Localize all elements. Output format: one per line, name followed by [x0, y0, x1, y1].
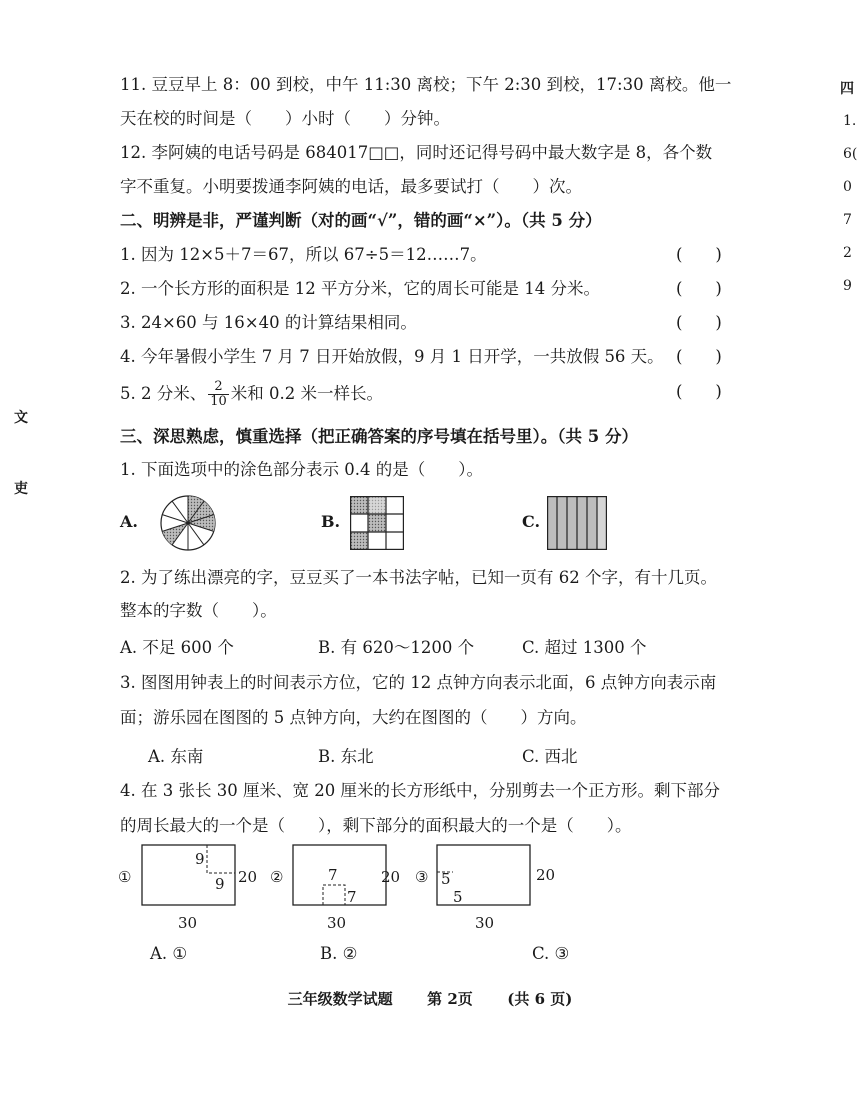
s3-q2-opt-a: A. 不足 600 个 — [120, 638, 234, 657]
s3-q1-opt-b-label: B. — [321, 512, 341, 531]
s3-q3-opt-b: B. 东北 — [318, 747, 374, 766]
s3-q3-line1: 3. 图图用钟表上的时间表示方位，它的 12 点钟方向表示北面，6 点钟方向表示南 — [120, 673, 717, 692]
fraction-denominator: 10 — [210, 394, 227, 409]
fig3-marker: ③ — [415, 868, 429, 886]
side-right-5: 7 — [843, 212, 852, 228]
q11-line1: 11. 豆豆早上 8：00 到校，中午 11:30 离校；下午 2:30 到校，17:30 离校。他一 — [120, 75, 732, 94]
fig3-rectangle — [437, 845, 530, 905]
footer-subject: 三年级数学试题 — [287, 990, 393, 1008]
s3-q1: 1. 下面选项中的涂色部分表示 0.4 的是（ ）。 — [120, 460, 483, 479]
side-right-3: 6( — [843, 146, 858, 162]
fig1-width: 20 — [238, 868, 258, 886]
side-right-1: 四 — [840, 81, 854, 97]
s3-q3-opt-a: A. 东南 — [148, 747, 204, 766]
strips-figure — [547, 496, 607, 550]
side-left-1: 文 — [14, 410, 28, 426]
page-footer — [0, 988, 860, 1009]
fig2-width: 20 — [381, 868, 401, 886]
side-left-2: 吏 — [14, 481, 28, 497]
fig2-marker: ② — [270, 868, 284, 886]
s3-q2-line2: 整本的字数（ ）。 — [120, 601, 277, 620]
fig1-length: 30 — [178, 914, 198, 932]
q12-line1: 12. 李阿姨的电话号码是 684017□□，同时还记得号码中最大数字是 8，各个数 — [120, 143, 713, 162]
footer-page: 第 2页 — [427, 990, 473, 1008]
side-right-6: 2 — [843, 245, 852, 261]
s2-item5-post: 米和 0.2 米一样长。 — [230, 384, 384, 403]
s3-q1-opt-a-label: A. — [120, 512, 138, 531]
s2-item4: 4. 今年暑假小学生 7 月 7 日开始放假，9 月 1 日开学，一共放假 56 天。 — [120, 347, 664, 366]
side-right-7: 9 — [843, 278, 852, 294]
footer-total: (共 6 页) — [507, 990, 573, 1008]
side-right-4: 0 — [843, 179, 852, 195]
s2-item4-answer: ( ) — [676, 347, 722, 366]
s2-item3: 3. 24×60 与 16×40 的计算结果相同。 — [120, 313, 417, 332]
fig3-b: 5 — [453, 888, 463, 906]
s2-item1-answer: ( ) — [676, 245, 722, 264]
s3-q4-opt-b: B. ② — [320, 944, 358, 963]
s2-item1: 1. 因为 12×5＋7＝67，所以 67÷5＝12……7。 — [120, 245, 487, 264]
grid-3x3-figure — [350, 496, 404, 550]
s2-item3-answer: ( ) — [676, 313, 722, 332]
s2-item2: 2. 一个长方形的面积是 12 平方分米，它的周长可能是 14 分米。 — [120, 279, 600, 298]
side-right-2: 1. — [843, 113, 857, 129]
s3-q4-line2: 的周长最大的一个是（ ），剩下部分的面积最大的一个是（ ）。 — [120, 816, 632, 835]
s3-q1-opt-c-label: C. — [522, 512, 541, 531]
s3-q2-opt-c: C. 超过 1300 个 — [522, 638, 647, 657]
s2-item5 — [120, 380, 740, 409]
fig1-marker: ① — [118, 868, 132, 886]
fig3-length: 30 — [475, 914, 495, 932]
q12-line2: 字不重复。小明要拨通李阿姨的电话，最多要试打（ ）次。 — [120, 177, 582, 196]
section3-title: 三、深思熟虑，慎重选择（把正确答案的序号填在括号里）。（共 5 分） — [120, 427, 638, 446]
s3-q4-opt-a: A. ① — [150, 944, 188, 963]
q11-line2: 天在校的时间是（ ）小时（ ）分钟。 — [120, 109, 450, 128]
fig1-a: 9 — [195, 850, 205, 868]
s2-item5-pre: 5. 2 分米、 — [120, 384, 207, 403]
fig2-rectangle — [293, 845, 386, 905]
fig1-b: 9 — [215, 875, 225, 893]
s3-q3-line2: 面；游乐园在图图的 5 点钟方向，大约在图图的（ ）方向。 — [120, 708, 587, 727]
fraction — [208, 380, 229, 409]
s3-q3-opt-c: C. 西北 — [522, 747, 578, 766]
fig3-width: 20 — [536, 866, 556, 884]
fig3-a: 5 — [441, 870, 451, 888]
section2-title: 二、明辨是非，严谨判断（对的画“√”，错的画“×”）。（共 5 分） — [120, 211, 602, 230]
s3-q2-opt-b: B. 有 620～1200 个 — [318, 638, 475, 657]
fig2-length: 30 — [327, 914, 347, 932]
s2-item5-answer: ( ) — [676, 382, 722, 401]
s2-item2-answer: ( ) — [676, 279, 722, 298]
q4-figures — [115, 840, 565, 940]
fig2-a: 7 — [328, 866, 338, 884]
s3-q4-opt-c: C. ③ — [532, 944, 570, 963]
fraction-numerator: 2 — [208, 380, 229, 395]
fig2-cut-square — [323, 885, 345, 905]
s3-q2-line1: 2. 为了练出漂亮的字，豆豆买了一本书法字帖，已知一页有 62 个字，有十几页。 — [120, 568, 717, 587]
circle-tenths-figure — [160, 495, 216, 551]
fig2-b: 7 — [347, 888, 357, 906]
fig1-cut-square — [207, 845, 235, 873]
s3-q4-line1: 4. 在 3 张长 30 厘米、宽 20 厘米的长方形纸中，分别剪去一个正方形。剩下部分 — [120, 781, 720, 800]
